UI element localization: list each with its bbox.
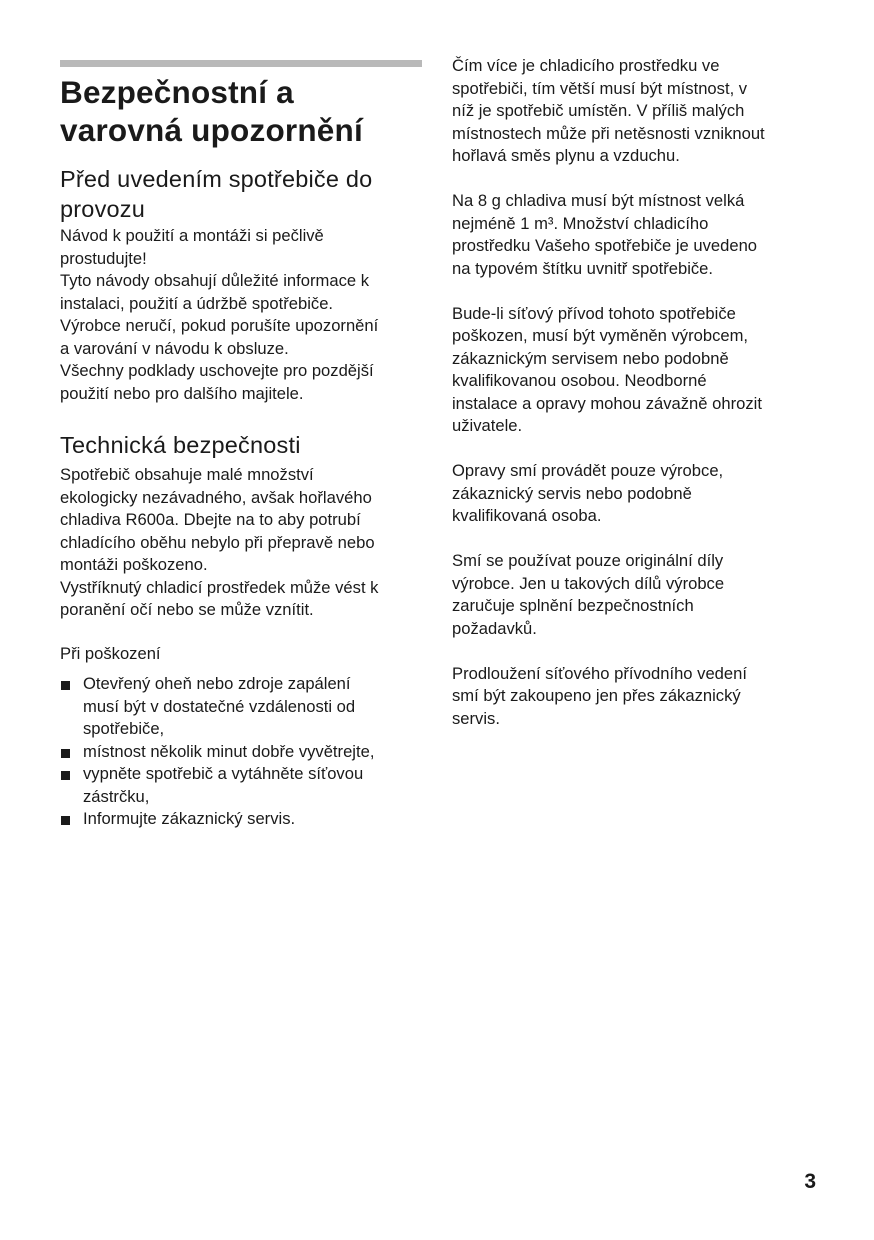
refrigerant-amount-paragraph	[452, 190, 822, 280]
bullet-square-icon	[61, 681, 70, 690]
list-item	[60, 808, 422, 831]
page-title-line-1: Bezpečnostní a	[60, 74, 294, 110]
text-line: vypněte spotřebič a vytáhněte síťovou	[83, 764, 364, 783]
text-line: Opravy smí provádět pouze výrobce,	[452, 461, 724, 480]
text-line: zaručuje splnění bezpečnostních	[452, 596, 694, 615]
text-line: chladiva R600a. Dbejte na to aby potrubí	[60, 510, 361, 529]
list-item	[60, 741, 422, 764]
section-heading-before-use	[60, 164, 422, 224]
text-line: zástrčku,	[83, 786, 150, 806]
list-item	[60, 763, 422, 808]
text-line: servis.	[452, 708, 500, 728]
text-line: níž je spotřebič umístěn. V příliš malých	[452, 101, 745, 120]
text-line: Vystříknutý chladicí prostředek může vést k	[60, 577, 379, 597]
text-line: na typovém štítku uvnitř spotřebiče.	[452, 258, 714, 278]
damage-subtitle: Při poškození	[60, 643, 161, 663]
text-line: Čím více je chladicího prostředku ve	[452, 56, 720, 75]
top-divider	[60, 60, 422, 67]
section-heading-technical-safety: Technická bezpečnosti	[60, 432, 301, 458]
text-line: výrobce. Jen u takových dílů výrobce	[452, 573, 725, 593]
power-cord-paragraph	[452, 303, 822, 438]
text-line: zákaznický servis nebo podobně	[452, 483, 692, 503]
text-line: Výrobce neručí, pokud porušíte upozornění	[60, 316, 379, 335]
text-line: Smí se používat pouze originální díly	[452, 551, 724, 570]
text-line: Otevřený oheň nebo zdroje zapálení	[83, 674, 351, 693]
bullet-square-icon	[61, 749, 70, 758]
section-heading-before-use-line-1: Před uvedením spotřebiče do	[60, 166, 373, 192]
text-line: místnost několik minut dobře vyvětrejte,	[83, 741, 375, 761]
text-line: montáži poškozeno.	[60, 555, 208, 574]
bullet-square-icon	[61, 771, 70, 780]
text-line: použití nebo pro dalšího majitele.	[60, 383, 304, 403]
text-line: nejméně 1 m³. Množství chladicího	[452, 213, 709, 233]
text-line: Tyto návody obsahují důležité informace k	[60, 271, 370, 290]
text-line: poškozen, musí být vyměněn výrobcem,	[452, 326, 749, 345]
text-line: spotřebiči, tím větší musí být místnost, v	[452, 78, 748, 98]
text-line: Prodloužení síťového přívodního vedení	[452, 663, 747, 683]
text-line: Všechny podklady uschovejte pro pozdější	[60, 361, 374, 380]
extension-cord-paragraph	[452, 663, 822, 731]
section-heading-before-use-line-2: provozu	[60, 196, 146, 222]
text-line: poranění očí nebo se může vznítit.	[60, 600, 314, 619]
text-line: Návod k použití a montáži si pečlivě	[60, 226, 324, 245]
text-line: prostudujte!	[60, 248, 147, 268]
technical-safety-paragraph	[60, 464, 422, 622]
text-line: místnostech může při netěsnosti vzniknout	[452, 123, 765, 143]
text-line: smí být zakoupeno jen přes zákaznický	[452, 686, 741, 705]
text-line: hořlavá směs plynu a vzduchu.	[452, 146, 680, 165]
text-line: ekologicky nezávadného, avšak hořlavého	[60, 487, 372, 507]
text-line: Bude-li síťový přívod tohoto spotřebiče	[452, 303, 736, 323]
bullet-square-icon	[61, 816, 70, 825]
left-column	[60, 60, 422, 831]
original-parts-paragraph	[452, 550, 822, 640]
repairs-paragraph	[452, 460, 822, 528]
text-line: kvalifikovaná osoba.	[452, 506, 602, 525]
text-line: zákaznickým servisem nebo podobně	[452, 348, 729, 368]
text-line: chladícího oběhu nebylo při přepravě nebo	[60, 532, 375, 552]
page-title	[60, 73, 422, 149]
text-line: Na 8 g chladiva musí být místnost velká	[452, 191, 745, 210]
page-number: 3	[804, 1170, 816, 1193]
text-line: Spotřebič obsahuje malé množství	[60, 465, 314, 484]
text-line: spotřebiče,	[83, 719, 165, 738]
damage-bullet-list	[60, 673, 422, 831]
text-line: kvalifikovanou osobou. Neodborné	[452, 371, 707, 390]
text-line: prostředku Vašeho spotřebiče je uvedeno	[452, 236, 758, 255]
text-line: a varování v návodu k obsluze.	[60, 338, 289, 358]
text-line: instalaci, použití a údržbě spotřebiče.	[60, 293, 334, 313]
refrigerant-room-size-paragraph	[452, 55, 822, 168]
list-item	[60, 673, 422, 741]
page-title-line-2: varovná upozornění	[60, 112, 363, 148]
text-line: Informujte zákaznický servis.	[83, 809, 296, 828]
text-line: instalace a opravy mohou závažně ohrozit	[452, 393, 762, 413]
text-line: uživatele.	[452, 416, 523, 435]
before-use-paragraph	[60, 225, 422, 405]
right-column	[452, 55, 822, 753]
text-line: požadavků.	[452, 618, 537, 638]
text-line: musí být v dostatečné vzdálenosti od	[83, 696, 356, 716]
